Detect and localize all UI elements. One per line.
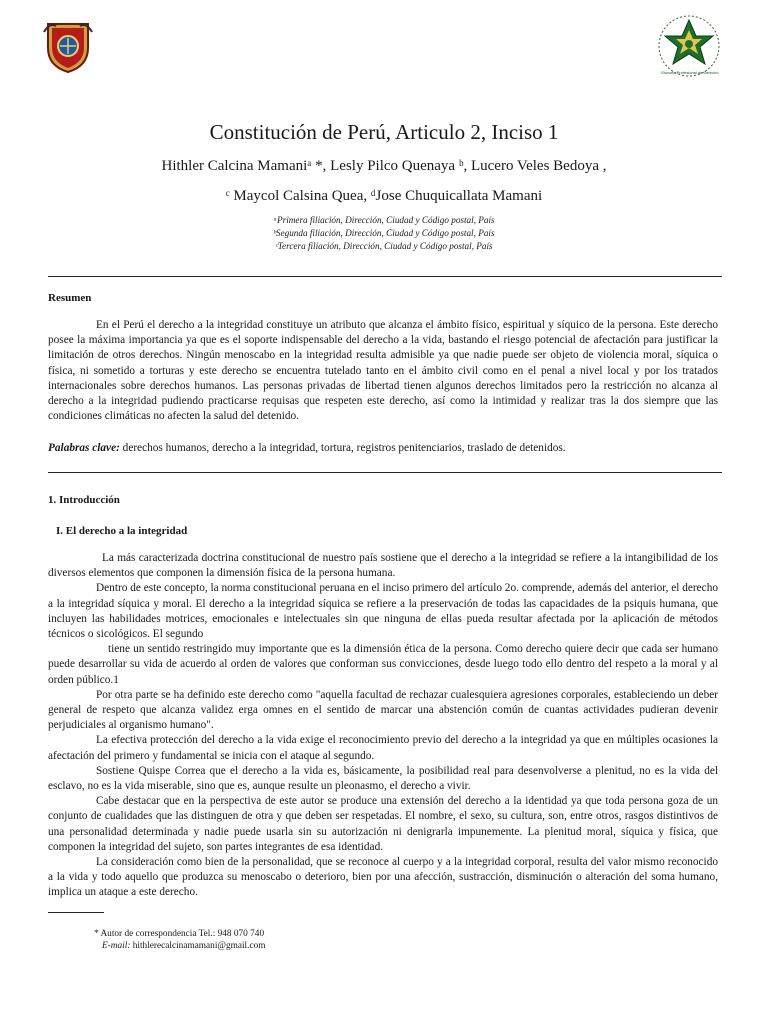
footnote-email-label: E-mail:: [102, 941, 131, 951]
paper-title: Constitución de Perú, Articulo 2, Inciso 1: [209, 120, 559, 144]
section-heading-introduction: 1. Introducción: [48, 494, 120, 506]
subsection-heading-integrity: I. El derecho a la integridad: [56, 525, 188, 537]
authors-line-1: Hithler Calcina Mamaniᵃ *, Lesly Pilco Quenaya ᵇ, Lucero Veles Bedoya ,: [161, 158, 607, 174]
top-divider: [48, 276, 722, 277]
keywords-list: derechos humanos, derecho a la integridad, tortura, registros penitenciarios, traslado de detenidos.: [122, 442, 566, 454]
university-seal-icon: [42, 18, 94, 74]
abstract-heading: Resumen: [48, 292, 92, 304]
footnote-email[interactable]: hithlerecalcinamamani@gmail.com: [132, 941, 266, 951]
abstract-text: En el Perú el derecho a la integridad constituye un atributo que alcanza el ámbito físico, espiritual y síquico de la persona. Este derecho posee la máxima importancia ya que es el soporte indispensable del derecho a la vida, bastando el riesgo potencial de afectación para justificar la limitación de otros derechos. Ningún menoscabo en la integridad resulta admisible ya que nadie puede ser objeto de violencia moral, síquica o física, ni sometido a torturas y este derecho se encuentra tutelado tanto en el ámbito civil como en el penal a nivel local y por los tratados internacionales sobre derechos humanos. Las personas privadas de libertad tienen algunos derechos limitados pero la restricción no alcanza al derecho a la integridad pudiendo practicarse requisas que respeten este derecho, así como la intimidad y realizar tras la dos siempre que las condiciones climáticas no afecten la salud del detenido.: [48, 319, 718, 423]
footnote-email-line: [102, 940, 265, 952]
intro-paragraph-5: La efectiva protección del derecho a la vida exige el reconocimiento previo del derecho a la integridad ya que en múltiples ocasiones la afectación del primero y fundamental se inicia con el ataque al segundo.: [48, 734, 718, 762]
intro-paragraph-3: tiene un sentido restringido muy importante que es la dimensión ética de la persona. Como derecho quiere decir que cada ser humano puede desarrollar su vida de acuerdo al orden de valores que conforman sus convicciones, desde luego todo ello dentro del respeto a la moral y al orden público.1: [48, 643, 718, 686]
keywords-label: Palabras clave:: [48, 442, 120, 454]
intro-paragraph-2: Dentro de este concepto, la norma constitucional peruana en el inciso primero del artículo 2o. comprende, además del anterior, el derecho a la integridad síquica y moral. El derecho a la integridad síquica se refiere a la preservación de todas las capacidades de la psiquis humana, que incluyen las habilidades motrices, emocionales e intelectuales sin que ninguna de ellas pueda resultar afectada por la aplicación de métodos técnicos o sicológicos. El segundo: [48, 582, 718, 641]
footnote-correspondence: * Autor de correspondencia Tel.: 948 070 740: [94, 929, 265, 939]
affiliation-3: ᶜTercera filiación, Dirección, Ciudad y Código postal, País: [275, 241, 493, 251]
law-school-star-emblem-icon: [655, 14, 725, 82]
intro-paragraph-8: La consideración como bien de la personalidad, que se reconoce al cuerpo y a la integridad corporal, resulta del valor mismo reconocido a la vida y todo aquello que produzca su menoscabo o deterioro, bien por una afección, sustracción, disminución o alteración del soma humano, implica un ataque a este derecho.: [48, 856, 718, 899]
affiliation-2: ᵇSegunda filiación, Dirección, Ciudad y Código postal, País: [273, 228, 495, 238]
law-school-emblem-text: Escuela Profesional de Derecho: [661, 70, 719, 75]
intro-paragraph-1: La más caracterizada doctrina constitucional de nuestro país sostiene que el derecho a la integridad se refiere a la intangibilidad de los diversos elementos que componen la dimensión física de la persona humana.: [48, 552, 718, 580]
footnote-divider: [48, 912, 104, 913]
authors-line-2: ᶜ Maycol Calsina Quea, ᵈJose Chuquicallata Mamani: [225, 188, 543, 204]
abstract-divider: [48, 472, 722, 473]
intro-paragraph-6: Sostiene Quispe Correa que el derecho a la vida es, básicamente, la posibilidad real para desenvolverse a plenitud, no es la vida del esclavo, no es la vida miserable, sino que es, aunque resulte un pleonasmo, el derecho a vivir.: [48, 764, 718, 793]
keywords: [48, 442, 728, 454]
affiliation-1: ᵃPrimera filiación, Dirección, Ciudad y Código postal, País: [273, 215, 495, 225]
introduction-body: [48, 551, 718, 901]
intro-paragraph-7: Cabe destacar que en la perspectiva de este autor se produce una extensión del derecho a la identidad ya que toda persona goza de un conjunto de cualidades que las distinguen de otra y que deben ser respetadas. El nombre, el sexo, su cultura, son, entre otros, rasgos distintivos de una personalidad determinada y nadie puede usarla sin su autorización ni denigrarla impunemente. La plenitud moral, síquica y física, que componen la integridad del sujeto, son partes integrantes de esa identidad.: [48, 795, 718, 853]
intro-paragraph-4: Por otra parte se ha definido este derecho como "aquella facultad de rechazar cualesquiera agresiones corporales, estableciendo un deber general de respeto que alcanza validez erga omnes en el sentido de marcar una abstención común de cuantas actividades pudieran devenir perjudiciales al organismo humano".: [48, 688, 718, 732]
abstract-body: [48, 318, 718, 424]
